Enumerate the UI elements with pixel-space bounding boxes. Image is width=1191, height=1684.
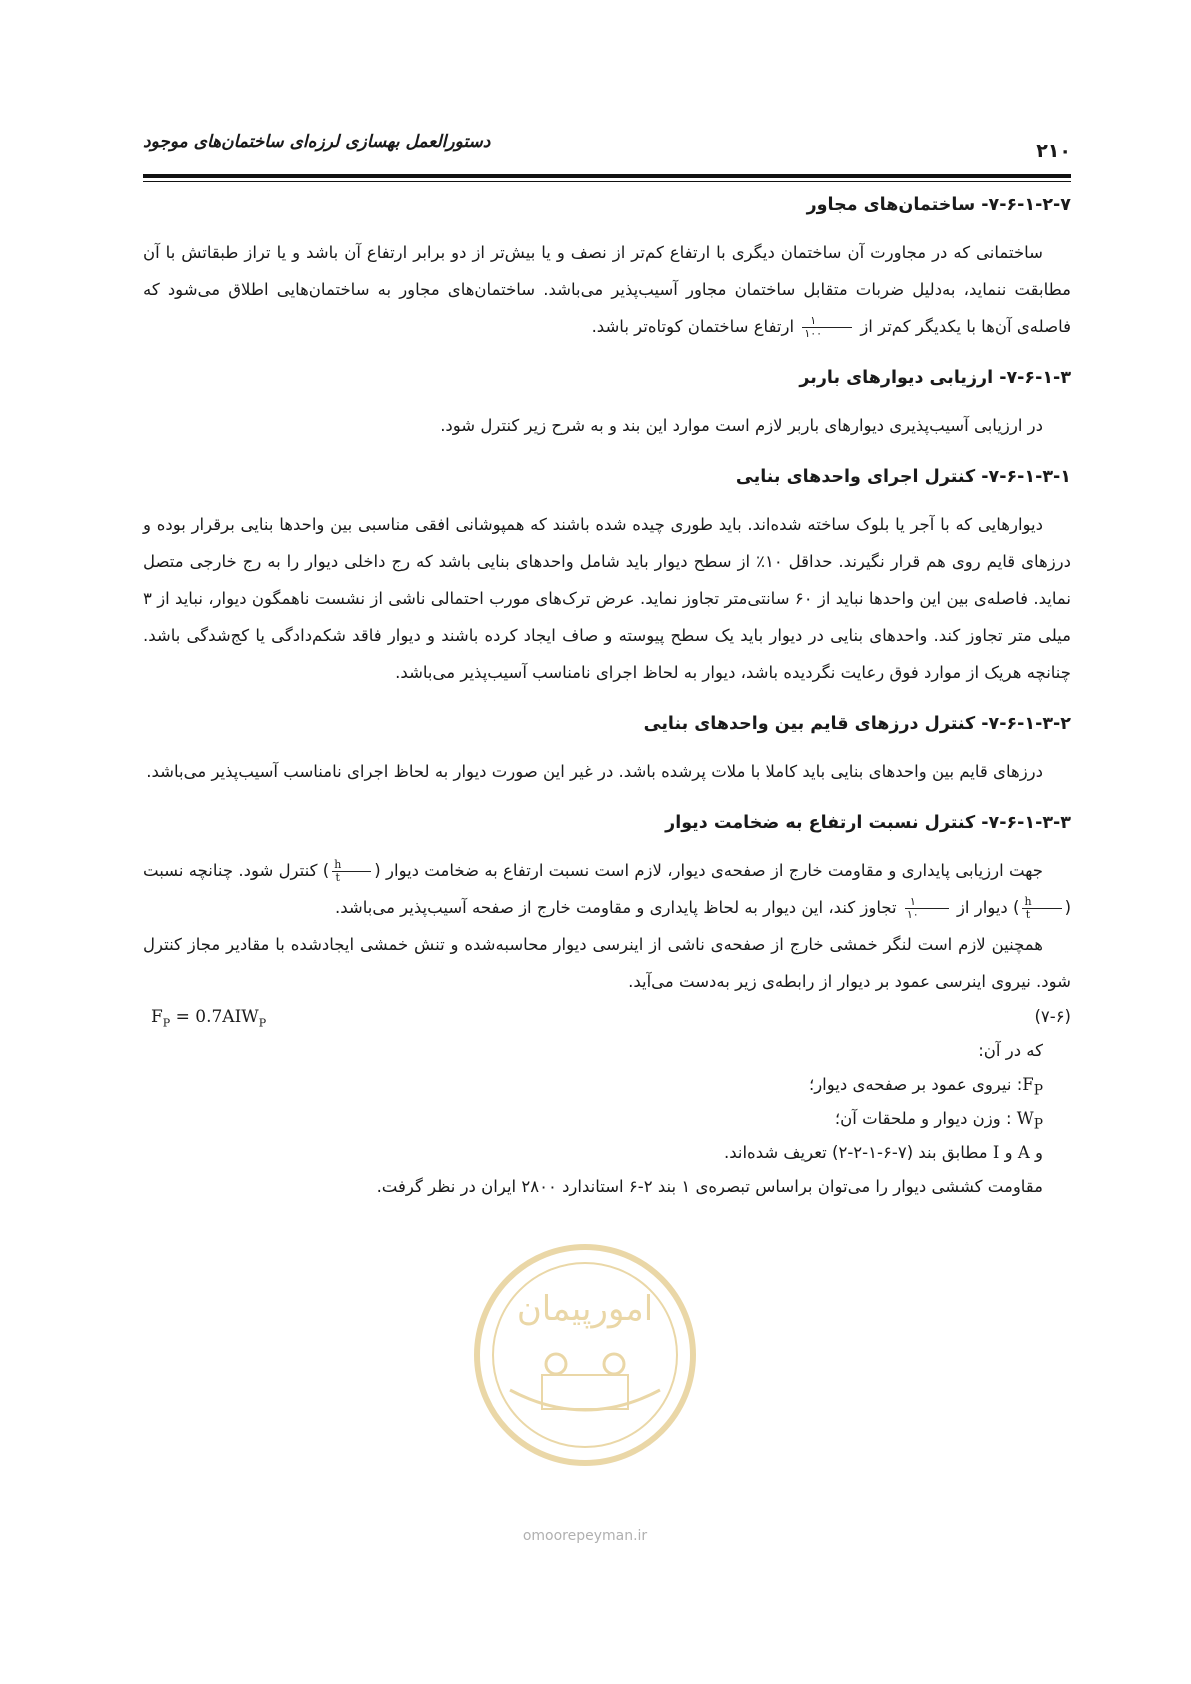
paragraph-vertical-joints: درزهای قایم بین واحدهای بنایی باید کاملا با ملات پرشده باشد. در غیر این صورت دیوار به لحاظ اجرای نامناسب آسیب‌پذیر می‌باشد. [146,762,1043,781]
section-heading-masonry-execution: ۷-۶-۱-۳-۱- کنترل اجرای واحدهای بنایی [735,467,1071,487]
section-heading-vertical-joints: ۷-۶-۱-۳-۲- کنترل درزهای قایم بین واحدهای بنایی [643,714,1071,734]
definition-a-i: و A و I مطابق بند (۷-۶-۱-۲-۲) تعریف شده‌اند. [723,1143,1043,1162]
fraction-denominator: ۱۰۰ [804,327,823,340]
running-title: دستورالعمل بهسازی لرزه‌ای ساختمان‌های موجود [143,132,491,152]
paragraph-text: ساختمانی که در مجاورت آن ساختمان دیگری با ارتفاع کم‌تر از نصف و یا بیش‌تر از دو برابر ارتفاع آن باشد و یا تراز طبقاتش با آن مطابقت ننماید، به‌دلیل ضربات متقابل ساختمان مجاور آسیب‌پذیر می‌باشد. ساختمان‌های مجاور به ساختمان‌هایی اطلاق می‌شود [143,243,1071,299]
paragraph-text: که فاصله‌ی آن‌ها با یکدیگر کم‌تر از [143,280,1071,336]
symbol-fp: $F_P$ [1022,1075,1043,1099]
paragraph-text: ارتفاع ساختمان کوتاه‌تر باشد. [591,317,795,336]
watermark-site: omoorepeyman.ir [522,1528,648,1544]
fraction-h-over-t [1022,896,1061,921]
where-label: که در آن: [978,1041,1043,1060]
symbol-wp: $W_P$ [1016,1109,1043,1133]
section-heading-height-thickness: ۷-۶-۱-۳-۳- کنترل نسبت ارتفاع به ضخامت دیوار [665,813,1071,833]
equation-number: (۷-۶) [1034,1007,1071,1026]
definition-fp: $F_P$: نیروی عمود بر صفحه‌ی دیوار؛ [808,1075,1043,1099]
paragraph-inertia-force: همچنین لازم است لنگر خمشی خارج از صفحه‌ی ناشی از اینرسی دیوار محاسبه‌شده و تنش خمشی ایجادشده با مقادیر مجاز کنترل شود. نیروی اینرسی عمود بر دیوار از رابطه‌ی زیر به‌دست می‌آید. [143,935,1071,991]
fraction-denominator: t [1025,908,1031,921]
fraction-h-over-t [332,859,371,884]
paragraph-text: ) دیوار از [956,898,1020,917]
page-header [143,128,1071,168]
fraction-denominator: t [335,871,340,884]
paragraph-tensile-strength: مقاومت کششی دیوار را می‌توان براساس تبصره‌ی ۱ بند ۲-۶ استاندارد ۲۸۰۰ ایران در نظر گرفت. [376,1177,1043,1196]
paragraph-height-thickness [143,852,1071,926]
paragraph-text: ) کنترل شود. چنانچه نسبت ( [143,861,1071,917]
fraction-one-hundredth [802,315,852,340]
section-heading-bearing-walls: ۷-۶-۱-۳- ارزیابی دیوارهای باربر [799,368,1071,388]
page-body [143,188,1071,1204]
equation-row [143,1000,1071,1034]
paragraph-adjacent-buildings [143,234,1071,345]
fraction-numerator: ۱ [802,315,852,328]
paragraph-text: جهت ارزیابی پایداری و مقاومت خارج از صفحه‌ی دیوار، لازم است نسبت ارتفاع به ضخامت دیوار ( [374,861,1043,880]
section-heading-adjacent-buildings: ۷-۶-۱-۲-۷- ساختمان‌های مجاور [806,195,1071,215]
paragraph-bearing-walls: در ارزیابی آسیب‌پذیری دیوارهای باربر لازم است موارد این بند و به شرح زیر کنترل شود. [440,416,1043,435]
fraction-numerator: ۱ [905,896,949,909]
equation-formula: $F_P = 0.7AIW_P$ [151,1007,267,1030]
watermark-seal-text: امورپیمان [516,1289,654,1329]
header-rule-thin [143,181,1071,182]
paragraph-text: تجاوز کند، این دیوار به لحاظ پایداری و مقاومت خارج از صفحه آسیب‌پذیر می‌باشد. [335,898,897,917]
paragraph-masonry-execution: دیوارهایی که با آجر یا بلوک ساخته شده‌اند. باید طوری چیده شده باشند که همپوشانی افقی مناسبی بین واحدها بنایی برقرار بوده و درزهای قایم روی هم قرار نگیرند. حداقل ۱۰٪ از سطح دیوار باید شامل واحدهای بنایی باشد که رج داخلی دیوار را به رج خارجی متصل نماید. فاصله‌ی بین این واحدها نباید از ۶۰ سانتی‌متر تجاوز نماید. عرض ترک‌های مورب احتمالی ناشی از نشست ناهمگون دیوار، نباید از ۳ میلی متر تجاوز کند. واحدهای بنایی در دیوار باید یک سطح پیوسته و صاف ایجاد کرده باشند و دیوار فاقد شکم‌دادگی یا کج‌شدگی باشد. چنانچه هریک از موارد فوق رعایت نگردیده باشد، دیوار به لحاظ اجرای نامناسب آسیب‌پذیر می‌باشد. [143,515,1072,682]
definition-wp: $W_P$ : وزن دیوار و ملحقات آن؛ [834,1109,1043,1133]
fraction-numerator: h [332,859,371,872]
page-number: ۲۱۰ [1036,140,1071,162]
watermark-seal [470,1240,700,1470]
fraction-numerator: h [1022,896,1061,909]
header-rule-thick [143,174,1071,178]
fraction-denominator: ۱۰ [906,908,919,921]
fraction-one-tenth [905,896,949,921]
